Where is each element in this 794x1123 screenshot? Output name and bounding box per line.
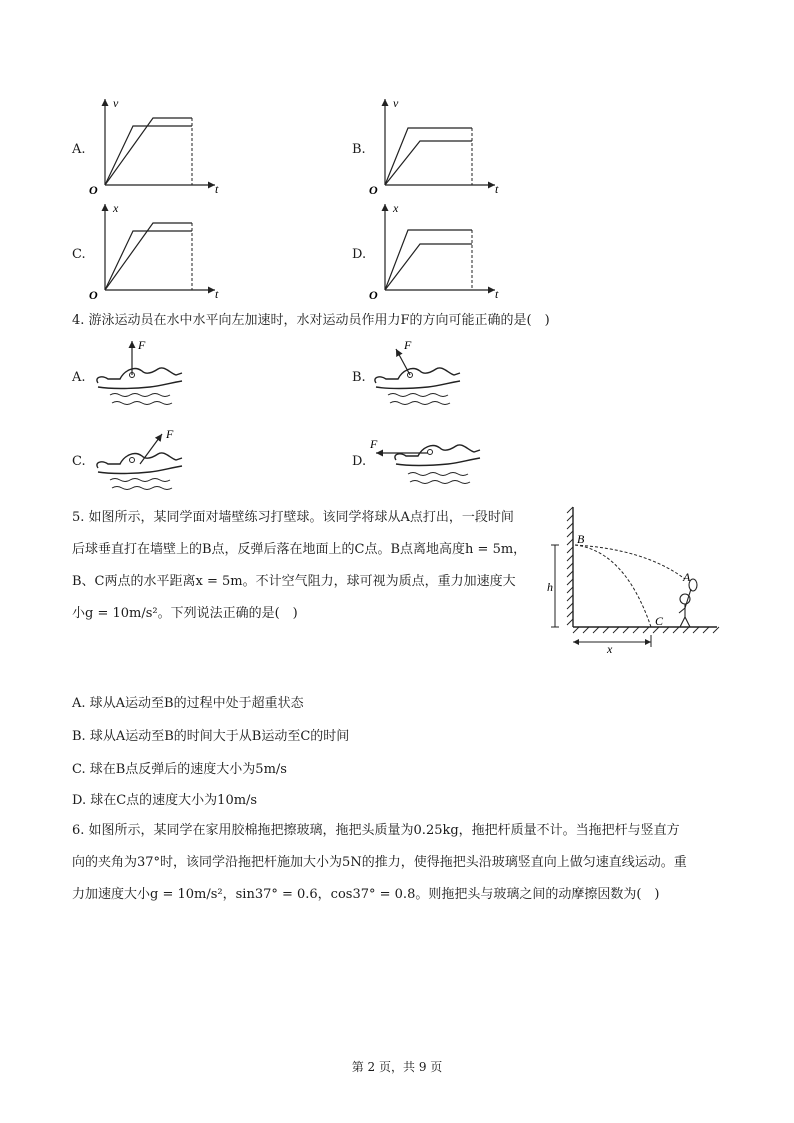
q4-option-b-label: B. xyxy=(352,370,366,385)
q4-swimmer-a xyxy=(90,335,200,415)
point-a-label: A xyxy=(683,570,691,584)
q6-line-3: 力加速度大小g = 10m/s²，sin37° = 0.6，cos37° = 0.8。则拖把头与玻璃之间的动摩擦因数为( ) xyxy=(72,887,660,902)
q5-line-2: 后球垂直打在墙壁上的B点，反弹后落在地面上的C点。B点离地高度h = 5m， xyxy=(72,542,527,557)
curve-2 xyxy=(385,141,472,185)
curve-2 xyxy=(105,223,192,290)
origin-label: O xyxy=(89,183,98,197)
x-label: x xyxy=(607,642,613,656)
q3-option-a-label: A. xyxy=(72,142,86,157)
q5-figure xyxy=(545,505,725,655)
q4-swimmer-b xyxy=(368,335,478,415)
curve-2 xyxy=(385,244,472,290)
axis-y-label: x xyxy=(113,201,119,215)
force-arrow xyxy=(140,434,162,464)
origin-label: O xyxy=(369,183,378,197)
force-label: F xyxy=(138,338,146,352)
person xyxy=(679,579,697,627)
page-footer: 第 2 页，共 9 页 xyxy=(351,1060,443,1074)
force-label: F xyxy=(370,437,378,451)
point-b-label: B xyxy=(577,532,585,546)
q5-option-a: A. 球从A运动至B的过程中处于超重状态 xyxy=(72,696,304,711)
q4-option-a-label: A. xyxy=(72,370,86,385)
curve-1 xyxy=(105,126,192,185)
q3-option-c-label: C. xyxy=(72,247,86,262)
q4-option-c-label: C. xyxy=(72,454,86,469)
wall-hatch xyxy=(567,507,573,625)
q4-stem: 4. 游泳运动员在水中水平向左加速时，水对运动员作用力F的方向可能正确的是( ) xyxy=(72,313,550,328)
axis-y-label: v xyxy=(113,96,119,110)
q3-option-b-label: B. xyxy=(352,142,366,157)
point-c-label: C xyxy=(655,614,664,628)
path-a-to-b xyxy=(575,545,685,579)
q5-line-1: 5. 如图所示，某同学面对墙壁练习打壁球。该同学将球从A点打出，一段时间 xyxy=(72,510,514,525)
axis-y-label: x xyxy=(393,201,399,215)
curve-1 xyxy=(385,128,472,185)
q5-option-c: C. 球在B点反弹后的速度大小为5m/s xyxy=(72,762,287,777)
origin-label: O xyxy=(369,288,378,302)
curve-1 xyxy=(105,231,192,290)
q5-option-b: B. 球从A运动至B的时间大于从B运动至C的时间 xyxy=(72,729,350,744)
q5-option-d: D. 球在C点的速度大小为10m/s xyxy=(72,793,258,808)
q3-graph-d xyxy=(365,200,505,300)
q4-swimmer-c xyxy=(90,420,200,500)
axis-x-label: t xyxy=(495,287,499,301)
curve-2 xyxy=(105,118,192,185)
q3-option-d-label: D. xyxy=(352,247,367,262)
h-label: h xyxy=(547,580,553,594)
q5-line-4: 小g = 10m/s²。下列说法正确的是( ) xyxy=(72,606,298,621)
curve-1 xyxy=(385,230,472,290)
force-label: F xyxy=(404,338,412,352)
q3-graph-b xyxy=(365,95,505,195)
ground-hatch xyxy=(573,627,719,633)
q6-line-2: 向的夹角为37°时，该同学沿拖把杆施加大小为5N的推力，使得拖把头沿玻璃竖直向上做匀速直线运动。重 xyxy=(72,855,687,870)
axis-x-label: t xyxy=(215,182,219,196)
q4-option-d-label: D. xyxy=(352,454,367,469)
q6-line-1: 6. 如图所示，某同学在家用胶棉拖把擦玻璃，拖把头质量为0.25kg，拖把杆质量不计。当拖把杆与竖直方 xyxy=(72,823,680,838)
path-b-to-c xyxy=(575,545,651,627)
q4-swimmer-d xyxy=(368,420,488,500)
force-label: F xyxy=(166,427,174,441)
q3-graph-a xyxy=(85,95,225,195)
force-arrow xyxy=(396,349,410,375)
q5-line-3: B、C两点的水平距离x = 5m。不计空气阻力，球可视为质点，重力加速度大 xyxy=(72,574,516,589)
origin-label: O xyxy=(89,288,98,302)
axis-x-label: t xyxy=(495,182,499,196)
axis-x-label: t xyxy=(215,287,219,301)
q3-graph-c xyxy=(85,200,225,300)
axis-y-label: v xyxy=(393,96,399,110)
